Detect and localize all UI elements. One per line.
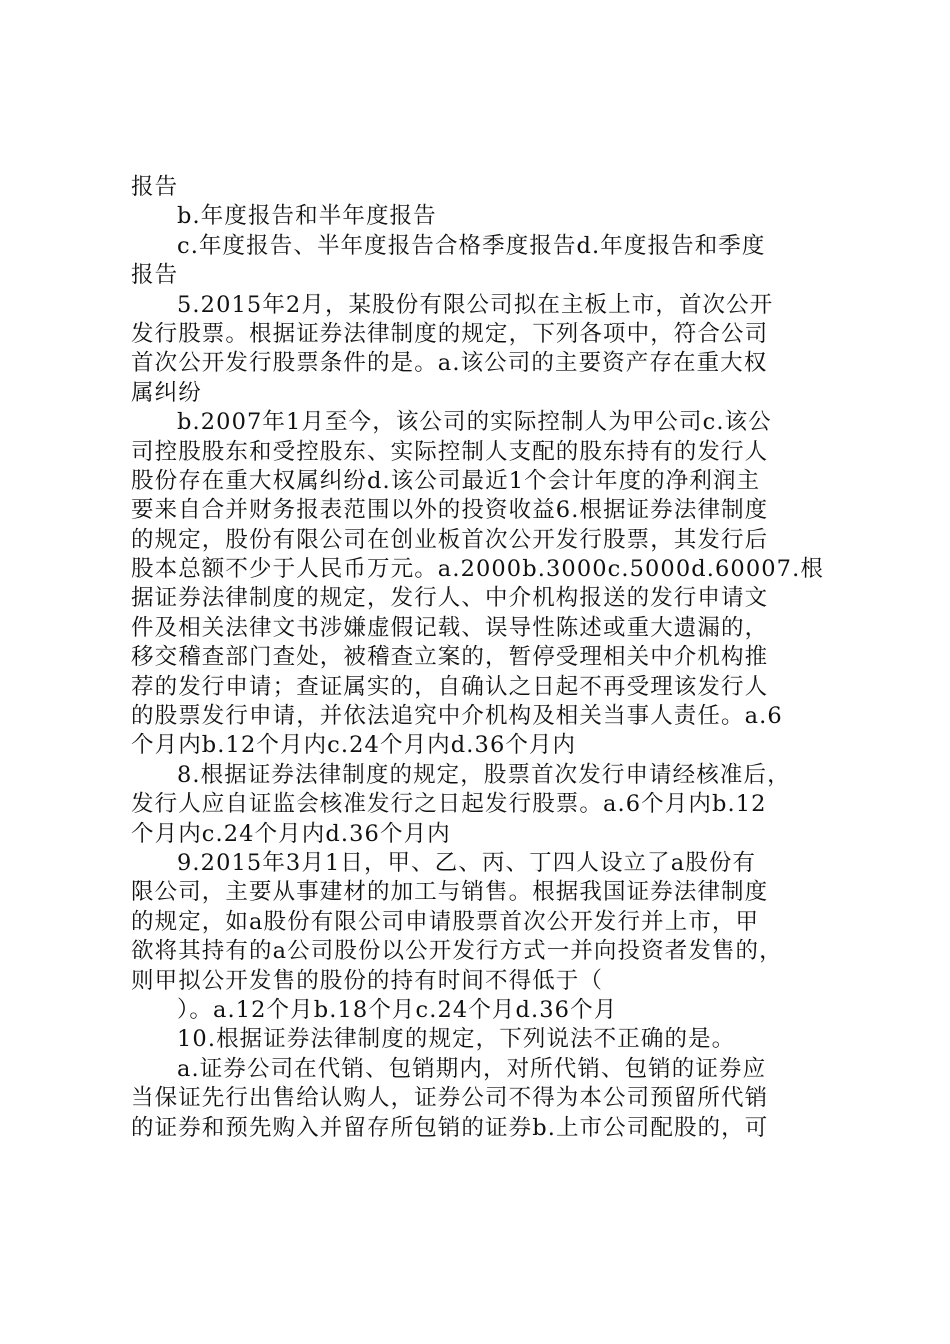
text-line: 属纠纷: [131, 379, 202, 406]
text-line: 股份存在重大权属纠纷d.该公司最近1个会计年度的净利润主: [131, 467, 761, 494]
text-line: 股本总额不少于人民币万元。a.2000b.3000c.5000d.60007.根: [131, 556, 824, 583]
text-line: 要来自合并财务报表范围以外的投资收益6.根据证券法律制度: [131, 497, 769, 524]
text-line: 个月内b.12个月内c.24个月内d.36个月内: [131, 732, 577, 759]
text-line: 司控股股东和受控股东、实际控制人支配的股东持有的发行人: [131, 438, 769, 465]
text-line: 报告: [131, 262, 179, 289]
text-line: 限公司，主要从事建材的加工与销售。根据我国证券法律制度: [131, 879, 769, 906]
text-line: 荐的发行申请；查证属实的，自确认之日起不再受理该发行人: [131, 673, 769, 700]
text-line: 8.根据证券法律制度的规定，股票首次发行申请经核准后，: [177, 761, 791, 788]
text-line: 的规定，如a股份有限公司申请股票首次公开发行并上市，甲: [131, 908, 760, 935]
text-line: 5.2015年2月，某股份有限公司拟在主板上市，首次公开: [177, 291, 774, 318]
text-line: 个月内c.24个月内d.36个月内: [131, 820, 451, 847]
text-line: 发行股票。根据证券法律制度的规定，下列各项中，符合公司: [131, 320, 769, 347]
text-line: 9.2015年3月1日，甲、乙、丙、丁四人设立了a股份有: [177, 849, 757, 876]
text-line: b.2007年1月至今，该公司的实际控制人为甲公司c.该公: [177, 409, 772, 436]
text-line: c.年度报告、半年度报告合格季度报告d.年度报告和季度: [177, 232, 766, 259]
text-line: 首次公开发行股票条件的是。a.该公司的主要资产存在重大权: [131, 350, 768, 377]
text-line: 发行人应自证监会核准发行之日起发行股票。a.6个月内b.12: [131, 791, 767, 818]
text-line: 的规定，股份有限公司在创业板首次公开发行股票，其发行后: [131, 526, 769, 553]
text-line: 当保证先行出售给认购人，证券公司不得为本公司预留所代销: [131, 1085, 769, 1112]
text-line: b.年度报告和半年度报告: [177, 203, 437, 230]
text-line: 则甲拟公开发售的股份的持有时间不得低于（: [131, 967, 604, 994]
text-line: 移交稽查部门查处，被稽查立案的，暂停受理相关中介机构推: [131, 644, 769, 671]
text-line: 报告: [131, 174, 179, 200]
text-line: 件及相关法律文书涉嫌虚假记载、误导性陈述或重大遗漏的，: [131, 614, 769, 641]
text-line: 的股票发行申请，并依法追究中介机构及相关当事人责任。a.6: [131, 703, 783, 730]
text-line: 据证券法律制度的规定，发行人、中介机构报送的发行申请文: [131, 585, 769, 612]
text-line: 欲将其持有的a公司股份以公开发行方式一并向投资者发售的，: [131, 938, 783, 965]
text-line: 的证券和预先购入并留存所包销的证券b.上市公司配股的，可: [131, 1114, 769, 1141]
text-line: ）。a.12个月b.18个月c.24个月d.36个月: [177, 996, 618, 1023]
text-line: 10.根据证券法律制度的规定，下列说法不正确的是。: [177, 1026, 736, 1053]
text-line: a.证券公司在代销、包销期内，对所代销、包销的证券应: [177, 1055, 767, 1082]
document-body: [131, 173, 831, 1143]
